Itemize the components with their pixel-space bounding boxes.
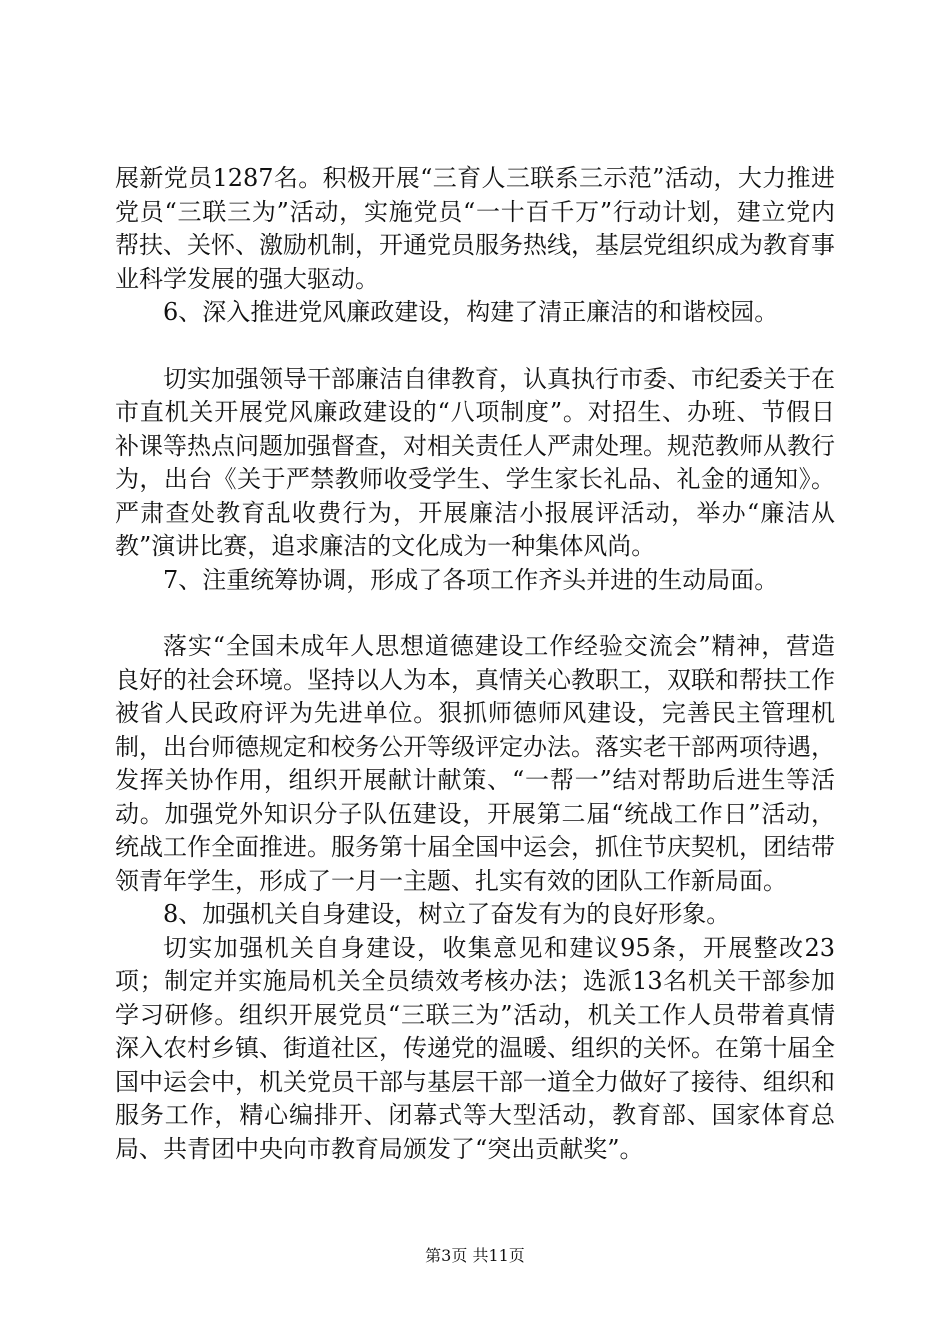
paragraph-party-members: 展新党员1287名。积极开展“三育人三联系三示范”活动，大力推进党员“三联三为”活动，实施党员“一十百千万”行动计划，建立党内帮扶、关怀、激励机制，开通党员服务热线，基层党组织成为教育事业科学发展的强大驱动。 bbox=[115, 164, 835, 293]
page-footer: 第3页 共11页 bbox=[425, 1246, 525, 1265]
paragraph-agency-building: 切实加强机关自身建设，收集意见和建议95条，开展整改23项；制定并实施局机关全员绩效考核办法；选派13名机关干部参加学习研修。组织开展党员“三联三为”活动，机关工作人员带着真情深入农村乡镇、街道社区，传递党的温暖、组织的关怀。在第十届全国中运会中，机关党员干部与基层干部一道全力做好了接待、组织和服务工作，精心编排开、闭幕式等大型活动，教育部、国家体育总局、共青团中央向市教育局颁发了“突出贡献奖”。 bbox=[115, 933, 835, 1163]
paragraph-coordination: 落实“全国未成年人思想道德建设工作经验交流会”精神，营造良好的社会环境。坚持以人为本，真情关心教职工，双联和帮扶工作被省人民政府评为先进单位。狠抓师德师风建设，完善民主管理机制，出台师德规定和校务公开等级评定办法。落实老干部两项待遇，发挥关协作用，组织开展献计献策、“一帮一”结对帮助后进生等活动。加强党外知识分子队伍建设，开展第二届“统战工作日”活动，统战工作全面推进。服务第十届全国中运会，抓住节庆契机，团结带领青年学生，形成了一月一主题、扎实有效的团队工作新局面。 bbox=[115, 632, 835, 895]
paragraph-integrity-building: 切实加强领导干部廉洁自律教育，认真执行市委、市纪委关于在市直机关开展党风廉政建设的“八项制度”。对招生、办班、节假日补课等热点问题加强督查，对相关责任人严肃处理。规范教师从教行为，出台《关于严禁教师收受学生、学生家长礼品、礼金的通知》。严肃查处教育乱收费行为，开展廉洁小报展评活动，举办“廉洁从教”演讲比赛，追求廉洁的文化成为一种集体风尚。 bbox=[115, 364, 835, 560]
section-heading-7: 7、注重统筹协调，形成了各项工作齐头并进的生动局面。 bbox=[163, 565, 779, 594]
section-heading-6: 6、深入推进党风廉政建设，构建了清正廉洁的和谐校园。 bbox=[163, 298, 779, 326]
section-heading-8: 8、加强机关自身建设，树立了奋发有为的良好形象。 bbox=[163, 900, 731, 928]
document-body bbox=[115, 162, 835, 1166]
